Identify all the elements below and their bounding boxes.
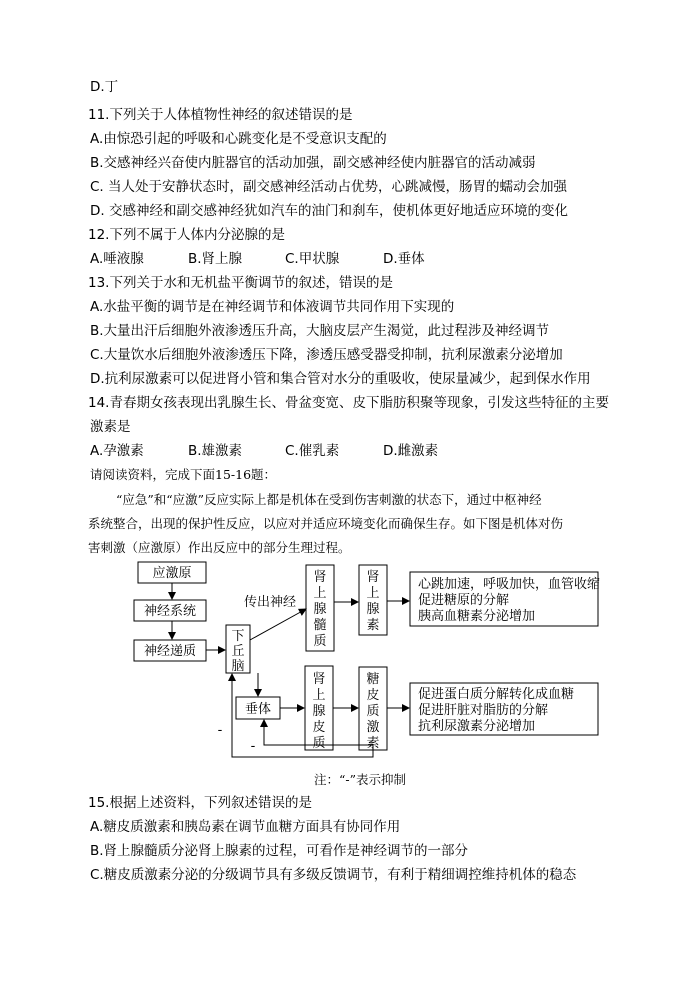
- question-15-option-c: C.糖皮质激素分泌的分级调节具有多级反馈调节，有利于精细调控维持机体的稳态: [90, 867, 577, 883]
- material-line-2: 系统整合，出现的保护性反应，以应对并适应环境变化而确保生存。如下图是机体对伤: [88, 516, 564, 531]
- effects-bottom-line: 促进肝脏对脂肪的分解: [418, 703, 549, 718]
- adrenal-medulla-label: 上: [313, 586, 327, 601]
- adrenal-medulla-label: 腺: [313, 602, 327, 617]
- question-14-option-d: D.雌激素: [383, 443, 439, 459]
- glucocorticoid-label: 皮: [366, 688, 380, 703]
- question-14-line-1: 14.青春期女孩表现出乳腺生长、骨盆变宽、皮下脂肪积聚等现象，引发这些特征的主要: [88, 395, 609, 411]
- arrow-hypothalamus-to-medulla: [250, 609, 306, 640]
- adrenaline-label: 肾: [366, 570, 380, 585]
- glucocorticoid-label: 质: [366, 704, 380, 719]
- hypothalamus-label: 脑: [231, 659, 245, 674]
- question-13: 13.下列关于水和无机盐平衡调节的叙述，错误的是: [88, 275, 393, 291]
- adrenal-medulla-label: 质: [313, 634, 327, 649]
- question-12-option-d: D.垂体: [383, 251, 425, 267]
- question-14-line-2: 激素是: [90, 419, 131, 435]
- question-11-option-c: C. 当人处于安静状态时，副交感神经活动占优势，心跳减慢，肠胃的蠕动会加强: [90, 179, 568, 195]
- question-14-option-b: B.雄激素: [188, 443, 243, 459]
- question-14-option-c: C.催乳素: [285, 443, 340, 459]
- question-15-option-a: A.糖皮质激素和胰岛素在调节血糖方面具有协同作用: [90, 819, 401, 835]
- question-15-option-b: B.肾上腺髓质分泌肾上腺素的过程，可看作是神经调节的一部分: [90, 843, 469, 859]
- diagram-note: 注：“-”表示抑制: [314, 772, 407, 787]
- effects-top-line: 促进糖原的分解: [418, 593, 510, 608]
- adrenaline-label: 素: [366, 618, 380, 633]
- adrenal-cortex-label: 肾: [312, 672, 326, 687]
- minus-sign-inner: -: [250, 739, 256, 754]
- pituitary-label: 垂体: [244, 702, 272, 717]
- question-11: 11.下列关于人体植物性神经的叙述错误的是: [88, 107, 353, 123]
- stressor-label: 应激原: [152, 566, 192, 581]
- question-13-option-d: D.抗利尿激素可以促进肾小管和集合管对水分的重吸收，使尿量减少，起到保水作用: [90, 371, 591, 387]
- question-13-option-c: C.大量饮水后细胞外液渗透压下降，渗透压感受器受抑制，抗利尿激素分泌增加: [90, 347, 563, 363]
- adrenal-cortex-label: 质: [312, 736, 326, 751]
- question-12-option-a: A.唾液腺: [90, 251, 144, 267]
- efferent-nerve-label: 传出神经: [243, 595, 297, 610]
- glucocorticoid-label: 糖: [366, 672, 380, 687]
- minus-sign-outer: -: [217, 723, 223, 738]
- nervous-system-label: 神经系统: [143, 604, 197, 619]
- effects-top-line: 心跳加速，呼吸加快，血管收缩: [418, 577, 601, 592]
- adrenaline-label: 上: [366, 586, 380, 601]
- question-12-option-b: B.肾上腺: [188, 251, 243, 267]
- adrenal-medulla-label: 肾: [313, 570, 327, 585]
- question-12: 12.下列不属于人体内分泌腺的是: [88, 227, 285, 243]
- question-11-option-a: A.由惊恐引起的呼吸和心跳变化是不受意识支配的: [90, 131, 387, 147]
- effects-bottom-line: 抗利尿激素分泌增加: [418, 719, 536, 734]
- question-13-option-a: A.水盐平衡的调节是在神经调节和体液调节共同作用下实现的: [90, 299, 455, 315]
- adrenal-medulla-label: 髓: [313, 618, 327, 633]
- question-11-option-d: D. 交感神经和副交感神经犹如汽车的油门和刹车，使机体更好地适应环境的变化: [90, 203, 568, 219]
- effects-bottom-line: 促进蛋白质分解转化成血糖: [418, 687, 575, 702]
- glucocorticoid-label: 素: [366, 736, 380, 751]
- adrenaline-label: 腺: [366, 602, 380, 617]
- question-15: 15.根据上述资料，下列叙述错误的是: [88, 795, 312, 811]
- option-d-ding: D.丁: [90, 79, 119, 95]
- question-14-option-a: A.孕激素: [90, 443, 144, 459]
- effects-top-line: 胰高血糖素分泌增加: [418, 609, 536, 624]
- hypothalamus-label: 丘: [231, 644, 245, 659]
- adrenal-cortex-label: 上: [312, 688, 326, 703]
- reading-intro: 请阅读资料，完成下面15-16题：: [90, 467, 277, 482]
- hypothalamus-label: 下: [231, 629, 245, 644]
- question-11-option-b: B.交感神经兴奋使内脏器官的活动加强，副交感神经使内脏器官的活动减弱: [90, 155, 536, 171]
- adrenal-cortex-label: 腺: [312, 704, 326, 719]
- question-12-option-c: C.甲状腺: [285, 251, 340, 267]
- adrenal-cortex-label: 皮: [312, 720, 326, 735]
- material-line-1: “应急”和“应激”反应实际上都是机体在受到伤害刺激的状态下，通过中枢神经: [116, 492, 542, 507]
- neurotransmitter-label: 神经递质: [143, 644, 197, 659]
- glucocorticoid-label: 激: [366, 720, 380, 735]
- question-13-option-b: B.大量出汗后细胞外液渗透压升高，大脑皮层产生渴觉，此过程涉及神经调节: [90, 323, 550, 339]
- material-line-3: 害刺激（应激原）作出反应中的部分生理过程。: [88, 540, 351, 555]
